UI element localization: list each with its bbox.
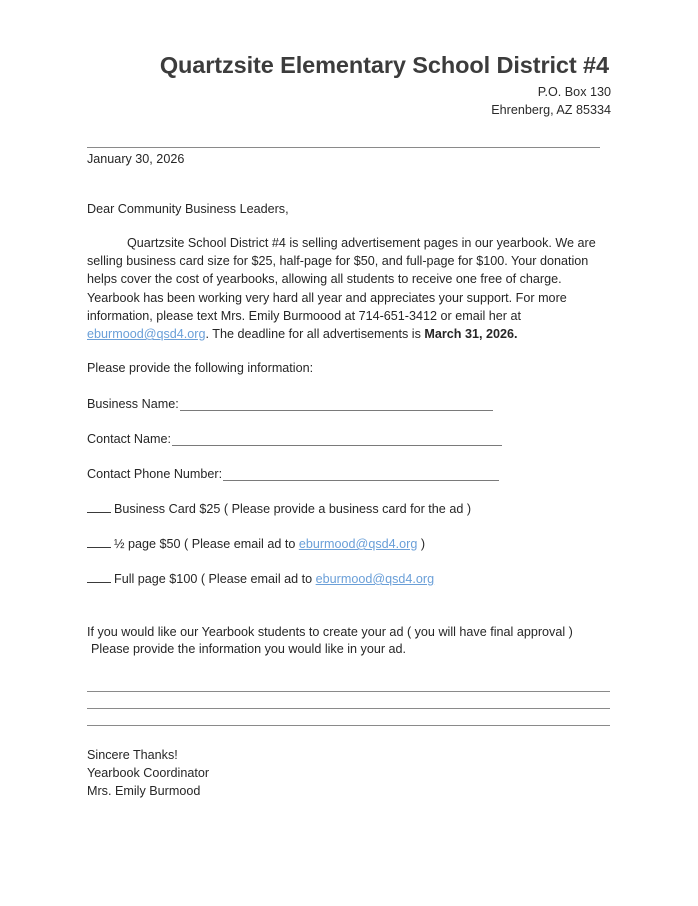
contact-name-blank[interactable] <box>172 435 502 446</box>
contact-phone-field[interactable] <box>87 467 499 481</box>
email-link[interactable]: eburmood@qsd4.org <box>315 572 435 586</box>
closing-title: Yearbook Coordinator <box>87 766 210 780</box>
ad-info-line-2[interactable] <box>87 708 610 709</box>
email-link[interactable]: eburmood@qsd4.org <box>87 327 206 342</box>
contact-phone-label: Contact Phone Number: <box>87 467 223 481</box>
option-label: Business Card $25 ( Please provide a business card for the ad ) <box>114 502 472 516</box>
option-checkbox-blank[interactable] <box>87 502 111 513</box>
business-name-label: Business Name: <box>87 397 179 411</box>
option-label: ½ page $50 ( Please email ad to <box>114 537 299 551</box>
option-checkbox-blank[interactable] <box>87 572 111 583</box>
option-label: Full page $100 ( Please email ad to <box>114 572 316 586</box>
closing-thanks: Sincere Thanks! <box>87 748 178 762</box>
info-prompt: Please provide the following information: <box>87 361 314 375</box>
letter-body <box>87 234 617 343</box>
ad-info-line-1[interactable] <box>87 691 610 692</box>
ad-request-line1: If you would like our Yearbook students to create your ad ( you will have final approval ) <box>87 625 573 639</box>
header-divider <box>87 147 600 148</box>
option-full-page[interactable] <box>87 572 434 586</box>
email-link[interactable]: eburmood@qsd4.org <box>298 537 418 551</box>
contact-name-field[interactable] <box>87 432 502 446</box>
district-title: Quartzsite Elementary School District #4 <box>159 52 609 78</box>
ad-info-line-3[interactable] <box>87 725 610 726</box>
option-half-page[interactable] <box>87 537 425 551</box>
contact-name-label: Contact Name: <box>87 432 171 446</box>
address-po-box: P.O. Box 130 <box>537 85 611 99</box>
option-suffix: ) <box>417 537 426 551</box>
deadline-date: March 31, 2026. <box>424 327 518 342</box>
body-text-deadline-intro: . The deadline for all advertisements is <box>205 327 425 342</box>
closing-name: Mrs. Emily Burmood <box>87 784 201 798</box>
address-city: Ehrenberg, AZ 85334 <box>491 103 611 117</box>
letter-date: January 30, 2026 <box>87 152 185 166</box>
body-text: Quartzsite School District #4 is selling advertisement pages in our yearbook. We are selling business card size for $25, half-page for $50, and full-page for $100. Your donation helps cover the cost of yearbooks, allowing all students to receive one free of charge. Yearbook has been working very hard all year and appreciates your support. For more information, please text Mrs. Emily Burmoood at 714-651-3412 or email her at <box>87 236 596 323</box>
business-name-field[interactable] <box>87 397 493 411</box>
salutation: Dear Community Business Leaders, <box>87 202 289 216</box>
contact-phone-blank[interactable] <box>223 470 499 481</box>
option-business-card[interactable] <box>87 502 471 516</box>
option-checkbox-blank[interactable] <box>87 537 111 548</box>
business-name-blank[interactable] <box>180 400 493 411</box>
ad-request-line2: Please provide the information you would like in your ad. <box>91 642 407 656</box>
